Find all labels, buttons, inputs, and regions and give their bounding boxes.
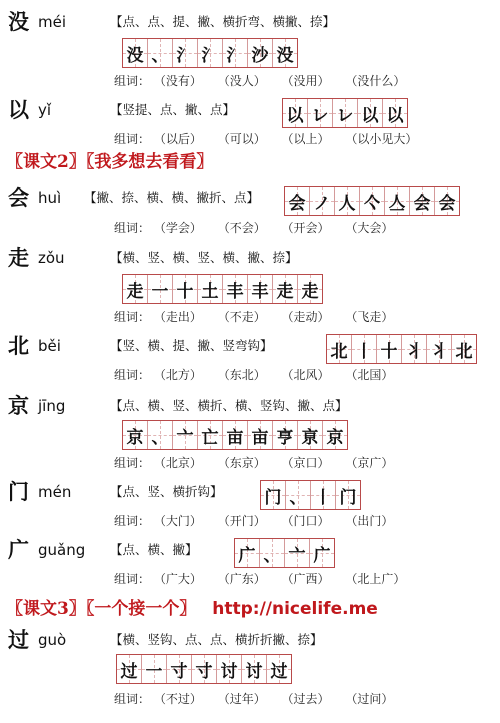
stroke-cell [283,99,308,127]
stroke-grid [122,274,323,304]
entry-char: 走 [8,245,29,270]
stroke-cell [173,421,198,449]
words-label: 组词： [114,310,151,324]
stroke-cell [335,187,360,215]
stroke-cell [327,335,352,363]
entry-char: 没 [8,9,29,34]
word-item: （广西） [281,572,330,586]
stroke-glyph: 广 [238,545,256,566]
words-label: 组词： [114,74,151,88]
stroke-glyph: 门 [264,487,282,508]
stroke-glyph: 丰 [226,281,244,302]
word-item: （东京） [217,456,266,470]
stroke-glyph: 没 [126,45,144,66]
word-list [114,570,417,588]
stroke-glyph: 沙 [251,45,269,66]
word-item: （以小见大） [345,132,418,146]
stroke-grid [282,98,408,128]
stroke-cell [273,275,298,303]
stroke-cell [286,481,311,509]
stroke-glyph: 北 [455,341,473,362]
stroke-glyph: 北 [330,341,348,362]
stroke-cell [358,99,383,127]
entry-pinyin: yǐ [38,101,52,119]
entry-pinyin: mén [38,483,72,501]
stroke-cell [142,655,167,683]
stroke-cell [198,39,223,67]
stroke-cell [267,655,291,683]
stroke-order: 【撇、捺、横、横、撇折、点】 [84,190,260,205]
stroke-cell [173,275,198,303]
stroke-order: 【横、竖、横、竖、横、撇、捺】 [110,250,298,265]
stroke-glyph: 氵 [226,45,244,66]
stroke-cell [148,421,173,449]
word-item: （没人） [217,74,266,88]
stroke-cell [192,655,217,683]
word-list [114,366,405,384]
word-item: （开门） [217,514,266,528]
stroke-glyph: 十 [176,281,194,302]
stroke-glyph: 亰 [301,427,319,448]
words-label: 组词： [114,572,151,586]
entry-char: 会 [8,185,29,210]
word-item: （过去） [281,692,330,706]
stroke-glyph: 氵 [201,45,219,66]
site-url-link[interactable]: http://nicelife.me [212,599,378,619]
stroke-cell [223,421,248,449]
word-item: （过年） [217,692,266,706]
entry-pinyin: huì [38,189,62,207]
word-item: （以后） [153,132,202,146]
stroke-cell [285,187,310,215]
stroke-grid [122,38,298,68]
stroke-cell [223,275,248,303]
stroke-cell [261,481,286,509]
stroke-grid [284,186,460,216]
word-item: （京口） [281,456,330,470]
stroke-cell [298,275,322,303]
stroke-glyph: 、 [289,487,307,508]
stroke-glyph: 、 [263,545,281,566]
entry-pinyin: guò [38,631,67,649]
word-item: （以上） [281,132,330,146]
stroke-cell [402,335,427,363]
word-item: （广大） [153,572,202,586]
stroke-glyph: 寸 [195,661,213,682]
stroke-glyph: 会 [438,193,456,214]
stroke-glyph: 亼 [388,193,406,214]
stroke-cell [385,187,410,215]
stroke-cell [377,335,402,363]
stroke-cell [273,39,297,67]
stroke-cell [235,539,260,567]
lesson-title: 〖课文2〗〖我多想去看看〗 [6,152,214,172]
stroke-cell [273,421,298,449]
stroke-glyph: 、 [151,45,169,66]
entry-pinyin: zǒu [38,249,65,267]
word-item: （北上广） [345,572,406,586]
stroke-cell [360,187,385,215]
stroke-order: 【竖、横、提、撇、竖弯钩】 [110,338,273,353]
word-list [114,72,417,90]
stroke-cell [248,39,273,67]
stroke-cell [336,481,360,509]
stroke-glyph: 丬 [430,341,448,362]
words-label: 组词： [114,221,151,235]
stroke-cell [248,421,273,449]
entry-char: 门 [8,479,29,504]
stroke-glyph: 门 [339,487,357,508]
stroke-glyph: 亨 [276,427,294,448]
stroke-glyph: 一 [145,661,163,682]
stroke-cell [148,39,173,67]
stroke-cell [410,187,435,215]
stroke-glyph: 亡 [201,427,219,448]
stroke-cell [198,275,223,303]
stroke-cell [427,335,452,363]
stroke-cell [223,39,248,67]
stroke-cell [242,655,267,683]
word-list [114,690,405,708]
stroke-glyph: 丨 [355,341,373,362]
stroke-cell [123,421,148,449]
stroke-glyph: 人 [338,193,356,214]
word-item: （学会） [153,221,202,235]
stroke-cell [435,187,459,215]
word-item: （京广） [345,456,394,470]
stroke-glyph: 氵 [176,45,194,66]
stroke-glyph: 一 [151,281,169,302]
entry-char: 京 [8,393,29,418]
word-item: （大门） [153,514,202,528]
word-item: （大会） [345,221,394,235]
word-list [114,130,429,148]
stroke-cell [311,481,336,509]
stroke-order: 【竖提、点、撇、点】 [110,102,236,117]
stroke-order: 【点、竖、横折钩】 [110,484,223,499]
stroke-cell [323,421,347,449]
stroke-cell [123,39,148,67]
stroke-grid [260,480,361,510]
stroke-glyph: 丰 [251,281,269,302]
word-item: （开会） [281,221,330,235]
stroke-glyph: 过 [270,661,288,682]
stroke-glyph: 过 [120,661,138,682]
word-item: （北国） [345,368,394,382]
entry-pinyin: guǎng [38,541,86,559]
stroke-glyph: 走 [301,281,319,302]
stroke-glyph: 会 [413,193,431,214]
stroke-order: 【横、竖钩、点、点、横折折撇、捺】 [110,632,323,647]
stroke-glyph: 丨 [314,487,332,508]
lesson-heading [6,150,213,174]
stroke-cell [452,335,476,363]
word-item: （门口） [281,514,330,528]
words-label: 组词： [114,514,151,528]
stroke-glyph: 京 [326,427,344,448]
stroke-cell [148,275,173,303]
stroke-cell [285,539,310,567]
word-item: （北方） [153,368,202,382]
stroke-order: 【点、点、提、撇、横折弯、横撇、捺】 [110,14,336,29]
words-label: 组词： [114,456,151,470]
stroke-order: 【点、横、竖、横折、横、竖钩、撇、点】 [110,398,348,413]
entry-pinyin: běi [38,337,61,355]
stroke-glyph: 广 [313,545,331,566]
stroke-cell [260,539,285,567]
word-item: （过问） [345,692,394,706]
stroke-glyph: レ [336,105,354,126]
stroke-cell [310,539,334,567]
word-item: （可以） [217,132,266,146]
stroke-grid [234,538,335,568]
stroke-order: 【点、横、撇】 [110,542,198,557]
word-item: （东北） [217,368,266,382]
stroke-grid [122,420,348,450]
stroke-cell [333,99,358,127]
lesson-heading [6,597,378,621]
stroke-glyph: 亩 [251,427,269,448]
word-item: （出门） [345,514,394,528]
word-item: （飞走） [345,310,394,324]
entry-char: 广 [8,537,29,562]
word-item: （北京） [153,456,202,470]
word-item: （走出） [153,310,202,324]
stroke-cell [198,421,223,449]
word-item: （不会） [217,221,266,235]
stroke-cell [383,99,407,127]
stroke-glyph: 讨 [220,661,238,682]
stroke-glyph: 以 [386,105,404,126]
stroke-cell [173,39,198,67]
stroke-cell [123,275,148,303]
entry-pinyin: jīng [38,397,66,415]
stroke-cell [352,335,377,363]
stroke-glyph: レ [311,105,329,126]
word-item: （广东） [217,572,266,586]
lesson-title: 〖课文3〗〖一个接一个〗 [6,599,197,619]
word-item: （不过） [153,692,202,706]
stroke-glyph: 亽 [363,193,381,214]
words-label: 组词： [114,368,151,382]
word-item: （走动） [281,310,330,324]
stroke-glyph: 亠 [176,427,194,448]
stroke-cell [117,655,142,683]
words-label: 组词： [114,692,151,706]
word-list [114,512,405,530]
stroke-cell [217,655,242,683]
stroke-glyph: 亠 [288,545,306,566]
entry-char: 以 [8,97,29,122]
stroke-glyph: 十 [380,341,398,362]
word-item: （没用） [281,74,330,88]
stroke-glyph: 寸 [170,661,188,682]
stroke-glyph: 会 [288,193,306,214]
entry-char: 过 [8,627,29,652]
word-item: （不走） [217,310,266,324]
word-list [114,219,405,237]
stroke-cell [248,275,273,303]
stroke-glyph: 丬 [405,341,423,362]
word-item: （北风） [281,368,330,382]
stroke-grid [326,334,477,364]
stroke-cell [167,655,192,683]
stroke-cell [298,421,323,449]
stroke-cell [310,187,335,215]
stroke-glyph: 讨 [245,661,263,682]
stroke-glyph: 以 [286,105,304,126]
word-list [114,454,405,472]
stroke-glyph: 土 [201,281,219,302]
word-item: （没有） [153,74,202,88]
stroke-glyph: 京 [126,427,144,448]
stroke-grid [116,654,292,684]
word-item: （没什么） [345,74,406,88]
words-label: 组词： [114,132,151,146]
stroke-glyph: 、 [151,427,169,448]
stroke-glyph: 亩 [226,427,244,448]
entry-pinyin: méi [38,13,67,31]
stroke-glyph: ノ [313,193,331,214]
word-list [114,308,405,326]
entry-char: 北 [8,333,29,358]
stroke-glyph: 走 [276,281,294,302]
stroke-cell [308,99,333,127]
stroke-glyph: 没 [276,45,294,66]
stroke-glyph: 以 [361,105,379,126]
stroke-glyph: 走 [126,281,144,302]
